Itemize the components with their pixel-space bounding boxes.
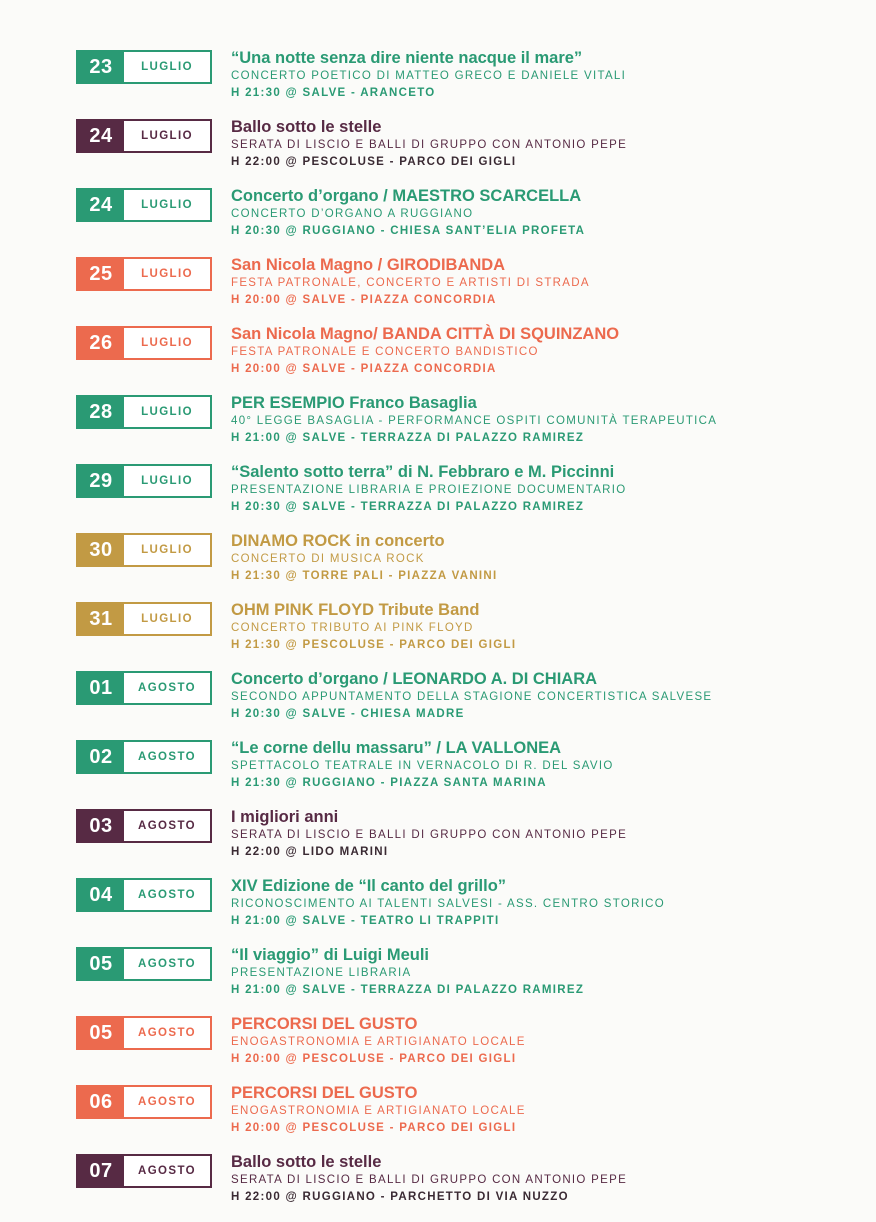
date-badge — [76, 1016, 212, 1050]
date-badge — [76, 602, 212, 636]
event-description: SERATA DI LISCIO E BALLI DI GRUPPO CON ANTONIO PEPE — [231, 1174, 628, 1186]
event-title: Concerto d’organo / LEONARDO A. DI CHIARA — [231, 670, 598, 688]
event-description: RICONOSCIMENTO AI TALENTI SALVESI - ASS. CENTRO STORICO — [231, 898, 666, 910]
event-item — [76, 1083, 856, 1152]
event-day: 05 — [78, 1018, 124, 1048]
event-info — [231, 1014, 861, 1067]
event-month: AGOSTO — [137, 889, 197, 901]
event-time-location: H 21:30 @ SALVE - ARANCETO — [231, 87, 436, 99]
date-badge — [76, 740, 212, 774]
event-item — [76, 669, 856, 738]
event-description: CONCERTO TRIBUTO AI PINK FLOYD — [231, 622, 474, 634]
event-info — [231, 531, 861, 584]
event-info — [231, 945, 861, 998]
event-info — [231, 393, 861, 446]
event-title: PER ESEMPIO Franco Basaglia — [231, 394, 477, 412]
event-title: “Una notte senza dire niente nacque il mare” — [231, 49, 583, 67]
event-time-location: H 22:00 @ PESCOLUSE - PARCO DEI GIGLI — [231, 156, 517, 168]
event-item — [76, 531, 856, 600]
date-badge — [76, 50, 212, 84]
event-item — [76, 48, 856, 117]
event-day: 29 — [78, 466, 124, 496]
event-time-location: H 21:00 @ SALVE - TEATRO LI TRAPPITI — [231, 915, 500, 927]
event-title: I migliori anni — [231, 808, 339, 826]
event-item — [76, 1014, 856, 1083]
event-item — [76, 255, 856, 324]
date-badge — [76, 1085, 212, 1119]
event-day: 03 — [78, 811, 124, 841]
event-title: “Il viaggio” di Luigi Meuli — [231, 946, 429, 964]
event-month: LUGLIO — [141, 337, 193, 349]
event-day: 30 — [78, 535, 124, 565]
event-title: Ballo sotto le stelle — [231, 1153, 382, 1171]
event-time-location: H 20:30 @ SALVE - CHIESA MADRE — [231, 708, 465, 720]
event-description: CONCERTO DI MUSICA ROCK — [231, 553, 425, 565]
event-info — [231, 255, 861, 308]
event-description: SERATA DI LISCIO E BALLI DI GRUPPO CON ANTONIO PEPE — [231, 139, 628, 151]
event-info — [231, 186, 861, 239]
event-time-location: H 20:00 @ PESCOLUSE - PARCO DEI GIGLI — [231, 1053, 517, 1065]
event-time-location: H 20:00 @ SALVE - PIAZZA CONCORDIA — [231, 294, 497, 306]
event-day: 24 — [78, 121, 124, 151]
event-time-location: H 21:30 @ TORRE PALI - PIAZZA VANINI — [231, 570, 498, 582]
event-day: 23 — [78, 52, 124, 82]
event-day: 31 — [78, 604, 124, 634]
event-time-location: H 20:00 @ PESCOLUSE - PARCO DEI GIGLI — [231, 1122, 517, 1134]
event-description: SPETTACOLO TEATRALE IN VERNACOLO DI R. DEL SAVIO — [231, 760, 614, 772]
event-item — [76, 186, 856, 255]
event-item — [76, 1152, 856, 1221]
date-badge — [76, 257, 212, 291]
event-description: PRESENTAZIONE LIBRARIA E PROIEZIONE DOCUMENTARIO — [231, 484, 627, 496]
date-badge — [76, 119, 212, 153]
event-day: 24 — [78, 190, 124, 220]
event-month: LUGLIO — [141, 613, 193, 625]
event-time-location: H 22:00 @ LIDO MARINI — [231, 846, 389, 858]
event-info — [231, 807, 861, 860]
event-title: PERCORSI DEL GUSTO — [231, 1084, 418, 1102]
date-badge — [76, 464, 212, 498]
date-badge — [76, 671, 212, 705]
event-month: LUGLIO — [141, 406, 193, 418]
event-info — [231, 48, 861, 101]
event-description: FESTA PATRONALE, CONCERTO E ARTISTI DI STRADA — [231, 277, 590, 289]
event-month: LUGLIO — [141, 475, 193, 487]
event-time-location: H 21:00 @ SALVE - TERRAZZA DI PALAZZO RAMIREZ — [231, 984, 585, 996]
date-badge — [76, 533, 212, 567]
event-day: 04 — [78, 880, 124, 910]
event-description: CONCERTO D’ORGANO A RUGGIANO — [231, 208, 474, 220]
event-info — [231, 600, 861, 653]
event-month: AGOSTO — [137, 1165, 197, 1177]
event-title: XIV Edizione de “Il canto del grillo” — [231, 877, 507, 895]
event-info — [231, 738, 861, 791]
event-info — [231, 324, 861, 377]
event-title: San Nicola Magno / GIRODIBANDA — [231, 256, 506, 274]
event-month: AGOSTO — [137, 751, 197, 763]
event-info — [231, 876, 861, 929]
event-item — [76, 945, 856, 1014]
event-month: AGOSTO — [137, 1027, 197, 1039]
event-day: 26 — [78, 328, 124, 358]
event-time-location: H 21:00 @ SALVE - TERRAZZA DI PALAZZO RAMIREZ — [231, 432, 585, 444]
event-description: ENOGASTRONOMIA E ARTIGIANATO LOCALE — [231, 1105, 526, 1117]
event-description: CONCERTO POETICO DI MATTEO GRECO E DANIELE VITALI — [231, 70, 627, 82]
event-day: 28 — [78, 397, 124, 427]
event-title: PERCORSI DEL GUSTO — [231, 1015, 418, 1033]
event-day: 05 — [78, 949, 124, 979]
date-badge — [76, 947, 212, 981]
event-item — [76, 117, 856, 186]
event-month: LUGLIO — [141, 61, 193, 73]
event-time-location: H 21:30 @ PESCOLUSE - PARCO DEI GIGLI — [231, 639, 517, 651]
date-badge — [76, 188, 212, 222]
event-item — [76, 876, 856, 945]
event-title: DINAMO ROCK in concerto — [231, 532, 445, 550]
event-list — [76, 48, 856, 1221]
event-month: LUGLIO — [141, 199, 193, 211]
event-month: AGOSTO — [137, 958, 197, 970]
event-item — [76, 324, 856, 393]
event-title: “Le corne dellu massaru” / LA VALLONEA — [231, 739, 562, 757]
event-title: “Salento sotto terra” di N. Febbraro e M. Piccinni — [231, 463, 615, 481]
event-day: 01 — [78, 673, 124, 703]
event-description: SERATA DI LISCIO E BALLI DI GRUPPO CON ANTONIO PEPE — [231, 829, 628, 841]
event-month: AGOSTO — [137, 682, 197, 694]
event-time-location: H 20:30 @ SALVE - TERRAZZA DI PALAZZO RAMIREZ — [231, 501, 585, 513]
event-title: San Nicola Magno/ BANDA CITTÀ DI SQUINZANO — [231, 325, 620, 343]
event-description: FESTA PATRONALE E CONCERTO BANDISTICO — [231, 346, 539, 358]
event-month: AGOSTO — [137, 820, 197, 832]
date-badge — [76, 878, 212, 912]
event-description: PRESENTAZIONE LIBRARIA — [231, 967, 412, 979]
event-month: LUGLIO — [141, 544, 193, 556]
event-month: AGOSTO — [137, 1096, 197, 1108]
event-time-location: H 22:00 @ RUGGIANO - PARCHETTO DI VIA NUZZO — [231, 1191, 569, 1203]
event-item — [76, 738, 856, 807]
event-item — [76, 807, 856, 876]
event-month: LUGLIO — [141, 130, 193, 142]
event-description: ENOGASTRONOMIA E ARTIGIANATO LOCALE — [231, 1036, 526, 1048]
event-description: SECONDO APPUNTAMENTO DELLA STAGIONE CONCERTISTICA SALVESE — [231, 691, 713, 703]
event-info — [231, 1083, 861, 1136]
event-day: 06 — [78, 1087, 124, 1117]
date-badge — [76, 395, 212, 429]
event-info — [231, 1152, 861, 1205]
event-title: Concerto d’organo / MAESTRO SCARCELLA — [231, 187, 582, 205]
event-info — [231, 462, 861, 515]
event-time-location: H 20:30 @ RUGGIANO - CHIESA SANT’ELIA PROFETA — [231, 225, 586, 237]
event-day: 02 — [78, 742, 124, 772]
event-month: LUGLIO — [141, 268, 193, 280]
event-item — [76, 462, 856, 531]
event-time-location: H 21:30 @ RUGGIANO - PIAZZA SANTA MARINA — [231, 777, 547, 789]
date-badge — [76, 326, 212, 360]
event-info — [231, 117, 861, 170]
event-title: OHM PINK FLOYD Tribute Band — [231, 601, 480, 619]
date-badge — [76, 809, 212, 843]
event-day: 07 — [78, 1156, 124, 1186]
event-item — [76, 600, 856, 669]
event-time-location: H 20:00 @ SALVE - PIAZZA CONCORDIA — [231, 363, 497, 375]
date-badge — [76, 1154, 212, 1188]
event-info — [231, 669, 861, 722]
event-title: Ballo sotto le stelle — [231, 118, 382, 136]
event-item — [76, 393, 856, 462]
event-day: 25 — [78, 259, 124, 289]
event-description: 40° LEGGE BASAGLIA - PERFORMANCE OSPITI COMUNITÀ TERAPEUTICA — [231, 415, 718, 427]
